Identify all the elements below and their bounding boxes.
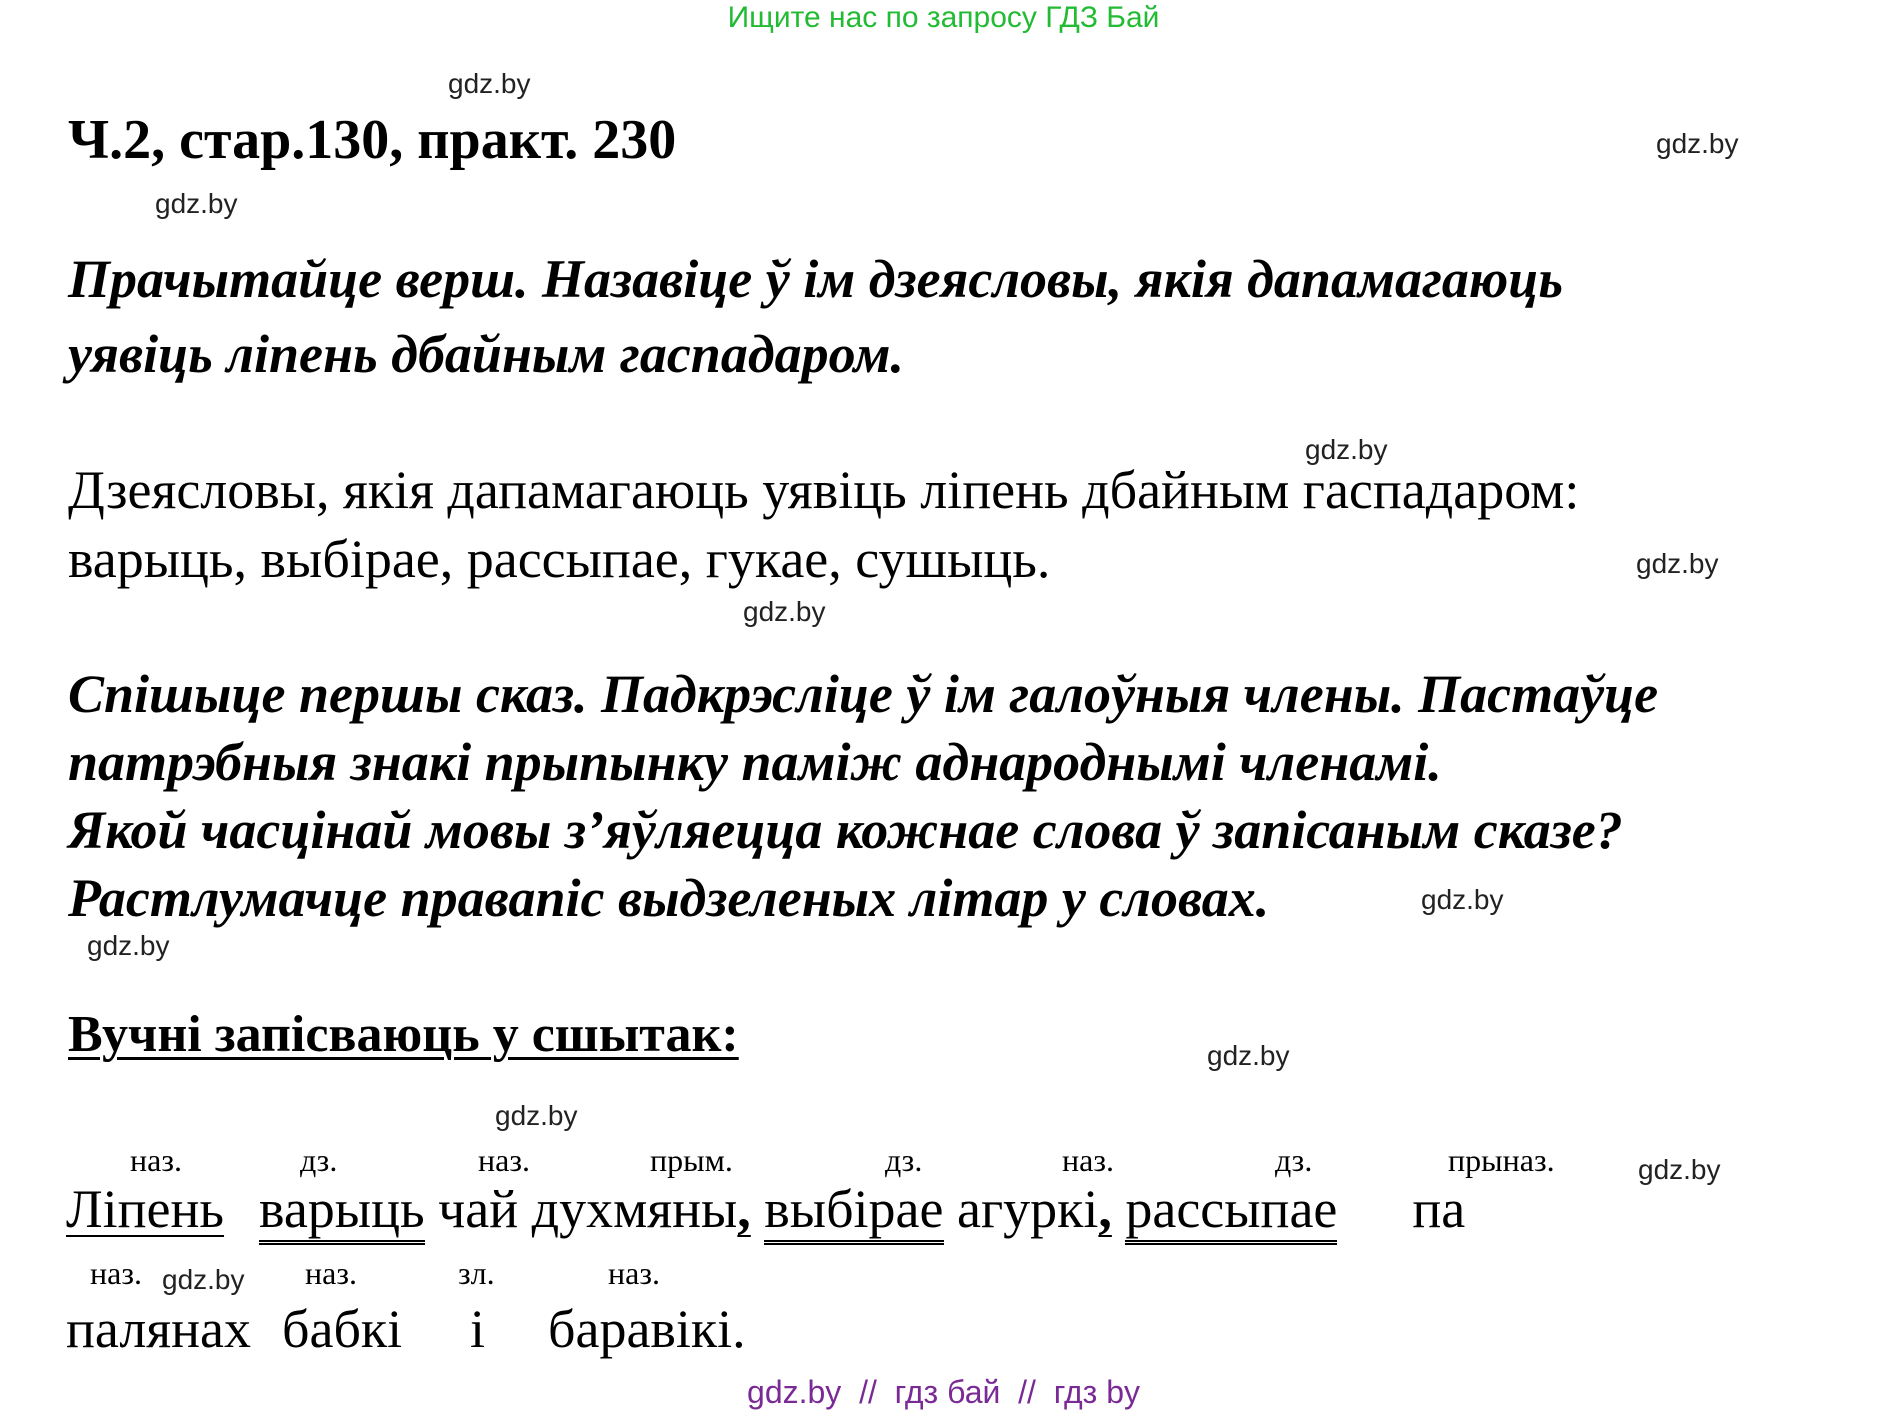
word: агуркі — [957, 1179, 1099, 1239]
grammar-label: зл. — [458, 1255, 495, 1291]
watermark: gdz.by — [448, 68, 531, 99]
grammar-label: наз. — [90, 1255, 142, 1291]
answer-1-line-1: Дзеясловы, якія дапамагаюць уявіць ліпень дбайным гаспадаром: — [68, 460, 1580, 520]
word: баравікі. — [548, 1299, 746, 1359]
watermark: gdz.by — [155, 188, 238, 219]
word: палянах — [66, 1299, 251, 1359]
word: чай — [438, 1179, 519, 1239]
task-2-line-3: Якой часцінай мовы з’яўляецца кожнае слова ў запісаным сказе? — [68, 800, 1623, 860]
footer-links: gdz.by // гдз бай // гдз by — [747, 1374, 1140, 1410]
task-2-line-4: Растлумачце правапіс выдзеленых літар у словах. — [68, 868, 1270, 928]
watermark: gdz.by — [1207, 1040, 1290, 1071]
watermark: gdz.by — [1656, 128, 1739, 159]
grammar-label: наз. — [1062, 1142, 1114, 1178]
sentence-line-1 — [66, 1178, 1465, 1240]
punctuation-comma: , — [737, 1179, 751, 1239]
word: бабкі — [282, 1299, 403, 1359]
watermark: gdz.by — [1638, 1154, 1721, 1185]
watermark: gdz.by — [1636, 548, 1719, 579]
task-2-line-1: Спішыце першы сказ. Падкрэсліце ў ім галоўныя члены. Пастаўце — [68, 664, 1659, 724]
subject-word: Ліпень — [66, 1179, 225, 1239]
grammar-label: дз. — [1275, 1142, 1313, 1178]
top-banner: Ищите нас по запросу ГДЗ Бай — [727, 1, 1160, 34]
section-heading: Вучні запісваюць у сшытак: — [68, 1006, 739, 1063]
grammar-label: наз. — [130, 1142, 182, 1178]
word: духмяны — [531, 1179, 738, 1239]
watermark: gdz.by — [162, 1264, 245, 1295]
page-title: Ч.2, стар.130, практ. 230 — [68, 109, 677, 171]
word: і — [470, 1299, 486, 1359]
word: па — [1412, 1179, 1466, 1239]
watermark: gdz.by — [87, 930, 170, 961]
answer-1-line-2: варыць, выбірае, рассыпае, гукае, сушыць. — [68, 529, 1051, 589]
grammar-label: наз. — [478, 1142, 530, 1178]
grammar-label: наз. — [608, 1255, 660, 1291]
watermark: gdz.by — [1305, 434, 1388, 465]
watermark: gdz.by — [743, 596, 826, 627]
task-2-line-2: патрэбныя знакі прыпынку паміж аднароднымі членамі. — [68, 732, 1442, 792]
predicate-word: рассыпае — [1125, 1179, 1337, 1245]
task-1-line-1: Прачытайце верш. Назавіце ў ім дзеясловы, якія дапамагаюць — [68, 249, 1564, 309]
grammar-label: наз. — [305, 1255, 357, 1291]
task-1-line-2: уявіць ліпень дбайным гаспадаром. — [68, 324, 905, 384]
grammar-label: дз. — [300, 1142, 338, 1178]
grammar-label: прыназ. — [1448, 1142, 1555, 1178]
grammar-label: прым. — [650, 1142, 733, 1178]
grammar-label: дз. — [885, 1142, 923, 1178]
predicate-word: выбірае — [764, 1179, 943, 1245]
predicate-word: варыць — [259, 1179, 425, 1245]
punctuation-comma: , — [1098, 1179, 1112, 1239]
watermark: gdz.by — [495, 1100, 578, 1131]
watermark: gdz.by — [1421, 884, 1504, 915]
